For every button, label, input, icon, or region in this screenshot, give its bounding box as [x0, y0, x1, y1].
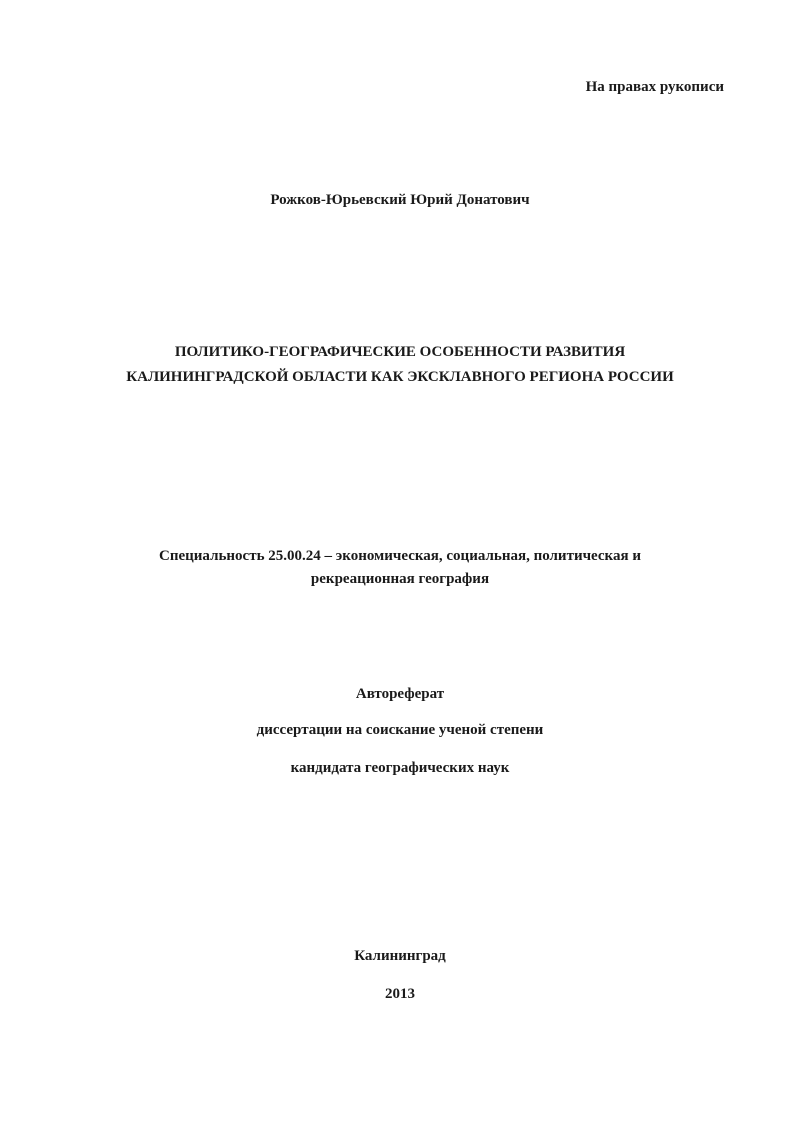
dissertation-purpose: диссертации на соискание ученой степени — [256, 722, 544, 738]
document-type-label: Автореферат — [355, 686, 445, 702]
specialty-line-2: рекреационная география — [310, 571, 490, 587]
year: 2013 — [385, 986, 415, 1002]
author-name: Рожков-Юрьевский Юрий Донатович — [270, 192, 530, 208]
title-line-2: КАЛИНИНГРАДСКОЙ ОБЛАСТИ КАК ЭКСКЛАВНОГО РЕГИОНА РОССИИ — [126, 369, 674, 385]
specialty-line-1: Специальность 25.00.24 – экономическая, социальная, политическая и — [159, 548, 641, 564]
degree-title: кандидата географических наук — [290, 760, 510, 776]
title-line-1: ПОЛИТИКО-ГЕОГРАФИЧЕСКИЕ ОСОБЕННОСТИ РАЗВИТИЯ — [174, 344, 626, 360]
rights-note: На правах рукописи — [585, 79, 724, 95]
city: Калининград — [354, 948, 446, 964]
